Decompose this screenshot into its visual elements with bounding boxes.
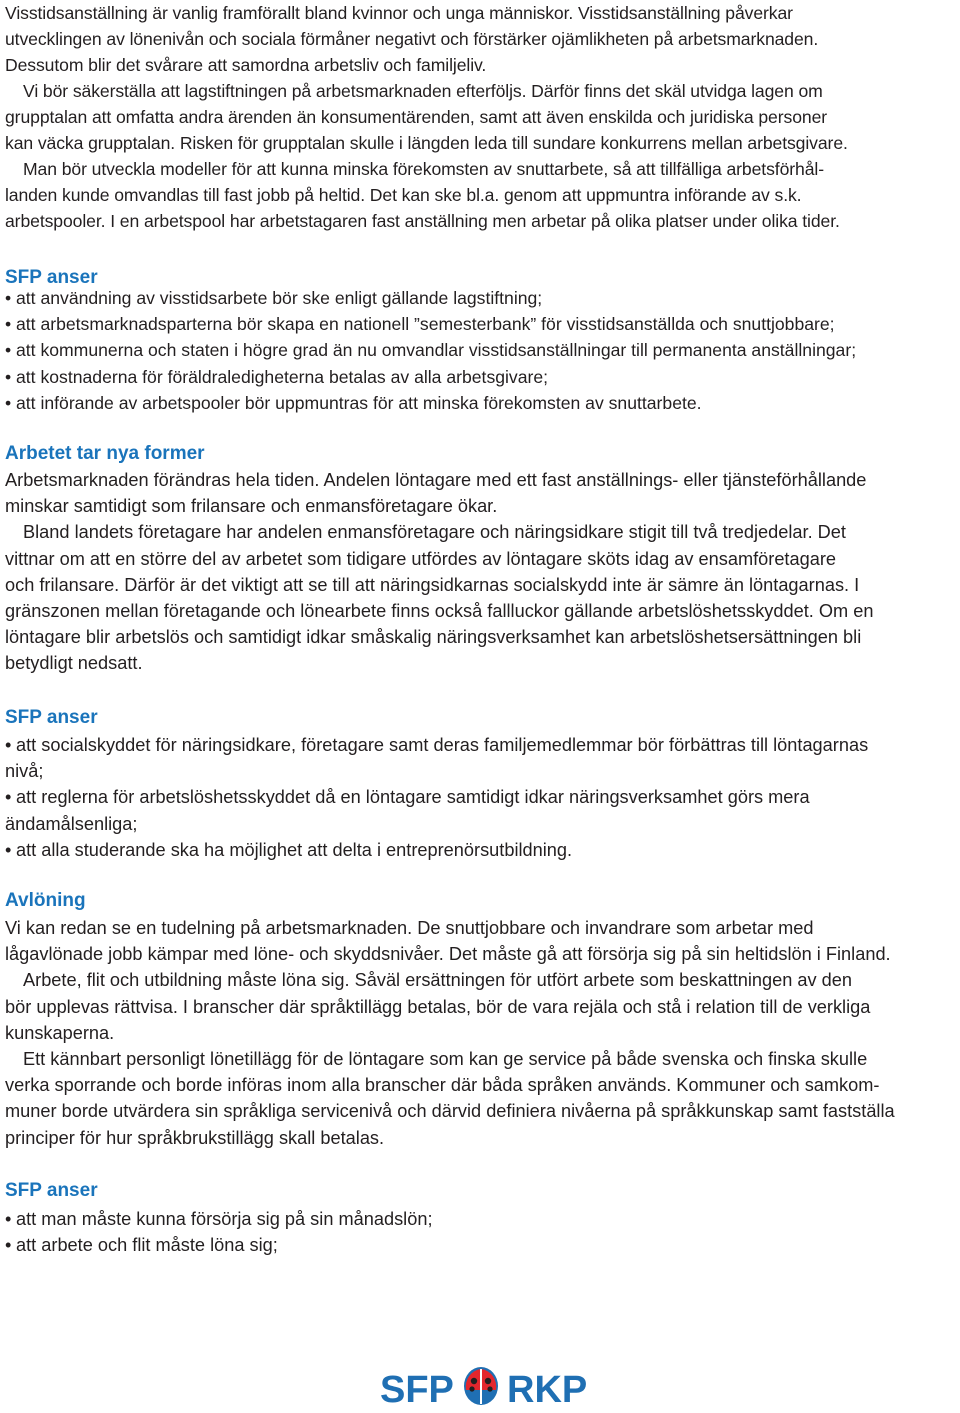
section-heading: Avlöning — [5, 890, 86, 911]
section-heading: SFP anser — [5, 707, 98, 728]
text-line: Ett kännbart personligt lönetillägg för de löntagare som kan ge service på både svenska och finska skulle — [23, 1049, 868, 1070]
logo-left-text: SFP — [380, 1369, 454, 1408]
body-text — [5, 915, 960, 1151]
text-line — [5, 78, 960, 104]
text-line: grupptalan att omfatta andra ärenden än konsumentärenden, samt att även enskilda och juridiska personer — [5, 107, 828, 127]
list-item: • att arbetsmarknadsparterna bör skapa en nationell ”semesterbank” för visstidsanställda och snuttjobbare; — [5, 314, 835, 335]
list-item: • att arbete och flit måste löna sig; — [5, 1235, 278, 1256]
list-item: • att reglerna för arbetslöshetsskyddet då en löntagare samtidigt idkar näringsverksamhet görs mera ändamålsenliga; — [5, 787, 810, 834]
text-line: vittnar om att en större del av arbetet som tidigare utfördes av löntagare sköts idag av ensamföretagare — [5, 548, 837, 569]
list-item-text: att införande av arbetspooler bör uppmuntras för att minska förekomsten av snuttarbete. — [16, 392, 702, 413]
bullet-list — [5, 1206, 960, 1258]
text-line: Bland landets företagare har andelen enmansföretagare och näringsidkare stigit till två tredjedelar. Det — [23, 522, 846, 543]
logo-right-text: RKP — [507, 1369, 588, 1408]
text-line: Dessutom blir det svårare att samordna arbetsliv och familjeliv. — [5, 55, 487, 75]
list-item: • att kommunerna och staten i högre grad än nu omvandlar visstidsanställningar till permanenta anställningar; — [5, 340, 857, 361]
list-item-text: nivå; — [5, 761, 44, 782]
intro-block — [5, 0, 960, 234]
text-line: utvecklingen av lönenivån och sociala förmåner negativt och förstärker ojämlikheten på arbetsmarknaden. — [5, 29, 819, 49]
bullet-list — [5, 285, 960, 416]
sfp-rkp-logo — [380, 1364, 590, 1408]
text-line: muner borde utvärdera sin språkliga servicenivå och därvid definiera nivåerna på språkkunskap samt fastställa — [5, 1101, 895, 1122]
text-line: landen kunde omvandlas till fast jobb på heltid. Det kan ske bl.a. genom att uppmuntra införande av s.k. — [5, 185, 802, 205]
text-line: gränszonen mellan företagande och lönearbete finns också fallluckor gällande arbetslöshetsskyddet. Om en — [5, 601, 874, 622]
logo-svg — [380, 1364, 590, 1408]
section-heading: SFP anser — [5, 267, 98, 288]
bullet-list — [5, 732, 960, 863]
list-item: • att man måste kunna försörja sig på sin månadslön; — [5, 1209, 433, 1229]
list-item-text: att användning av visstidsarbete bör ske enligt gällande lagstiftning; — [16, 288, 543, 308]
list-item: • att användning av visstidsarbete bör ske enligt gällande lagstiftning; — [5, 288, 543, 308]
list-item-text: att man måste kunna försörja sig på sin månadslön; — [16, 1209, 433, 1229]
text-line: verka sporrande och borde införas inom alla branscher där båda språken används. Kommuner och samkom- — [5, 1075, 880, 1096]
body-text — [5, 467, 960, 677]
text-line: kan väcka grupptalan. Risken för grupptalan skulle i längden leda till sundare konkurrens mellan arbetsgivare. — [5, 133, 848, 153]
list-item: • att socialskyddet för näringsidkare, företagare samt deras familjemedlemmar bör förbättras till löntagarnas nivå; — [5, 735, 869, 782]
section-heading: SFP anser — [5, 1180, 98, 1201]
ladybug-icon — [464, 1367, 498, 1405]
text-line: löntagare blir arbetslös och samtidigt idkar småskalig näringsverksamhet kan arbetslöshetsersättningen bli — [5, 627, 862, 648]
text-line: principer för hur språkbrukstillägg skall betalas. — [5, 1127, 385, 1148]
list-item-text: att kostnaderna för föräldraledigheterna betalas av alla arbetsgivare; — [16, 366, 549, 387]
text-line: arbetspooler. I en arbetspool har arbetstagaren fast anställning men arbetar på olika platser under olika tider. — [5, 211, 840, 231]
text-span: Vi bör säkerställa att lagstiftningen på arbetsmarknaden efterföljs. Därför finns det skäl utvidga lagen om — [23, 81, 823, 101]
list-item: • att kostnaderna för föräldraledigheterna betalas av alla arbetsgivare; — [5, 366, 549, 387]
list-item: • att införande av arbetspooler bör uppmuntras för att minska förekomsten av snuttarbete. — [5, 392, 702, 413]
text-line: betydligt nedsatt. — [5, 653, 143, 674]
text-line: minskar samtidigt som frilansare och enmansföretagare ökar. — [5, 496, 498, 517]
list-item-text: att reglerna för arbetslöshetsskyddet då en löntagare samtidigt idkar näringsverksamhet görs mera — [16, 787, 810, 808]
list-item: • att alla studerande ska ha möjlighet att delta i entreprenörsutbildning. — [5, 839, 573, 860]
text-line: Visstidsanställning är vanlig framförallt bland kvinnor och unga människor. Visstidsanställning påverkar — [5, 3, 793, 23]
text-line: och frilansare. Därför är det viktigt att se till att näringsidkarnas socialskydd inte är sämre än löntagarnas. I — [5, 574, 860, 595]
text-line: Arbete, flit och utbildning måste löna sig. Såväl ersättningen för utfört arbete som beskattningen av den — [23, 970, 853, 991]
text-line: bör upplevas rättvisa. I branscher där språktillägg betalas, bör de vara rejäla och stå i relation till de verkliga — [5, 996, 871, 1017]
text-line: kunskaperna. — [5, 1022, 115, 1043]
section-heading: Arbetet tar nya former — [5, 443, 205, 464]
list-item-text: att arbete och flit måste löna sig; — [16, 1235, 278, 1256]
list-item-text: att arbetsmarknadsparterna bör skapa en nationell ”semesterbank” för visstidsanställda och snuttjobbare; — [16, 314, 835, 335]
text-line: Arbetsmarknaden förändras hela tiden. Andelen löntagare med ett fast anställnings- eller tjänsteförhållande — [5, 470, 867, 490]
text-span: Man bör utveckla modeller för att kunna minska förekomsten av snuttarbete, så att tillfälliga arbetsförhål- — [23, 159, 824, 179]
list-item-text: ändamålsenliga; — [5, 813, 138, 834]
text-line: Vi kan redan se en tudelning på arbetsmarknaden. De snuttjobbare och invandrare som arbetar med — [5, 918, 814, 938]
list-item-text: att kommunerna och staten i högre grad än nu omvandlar visstidsanställningar till permanenta anställningar; — [16, 340, 857, 361]
list-item-text: att socialskyddet för näringsidkare, företagare samt deras familjemedlemmar bör förbättras till löntagarnas — [16, 735, 869, 755]
text-line: lågavlönade jobb kämpar med löne- och skyddsnivåer. Det måste gå att försörja sig på sin heltidslön i Finland. — [5, 944, 891, 965]
text-line — [5, 156, 960, 182]
list-item-text: att alla studerande ska ha möjlighet att delta i entreprenörsutbildning. — [16, 839, 573, 860]
